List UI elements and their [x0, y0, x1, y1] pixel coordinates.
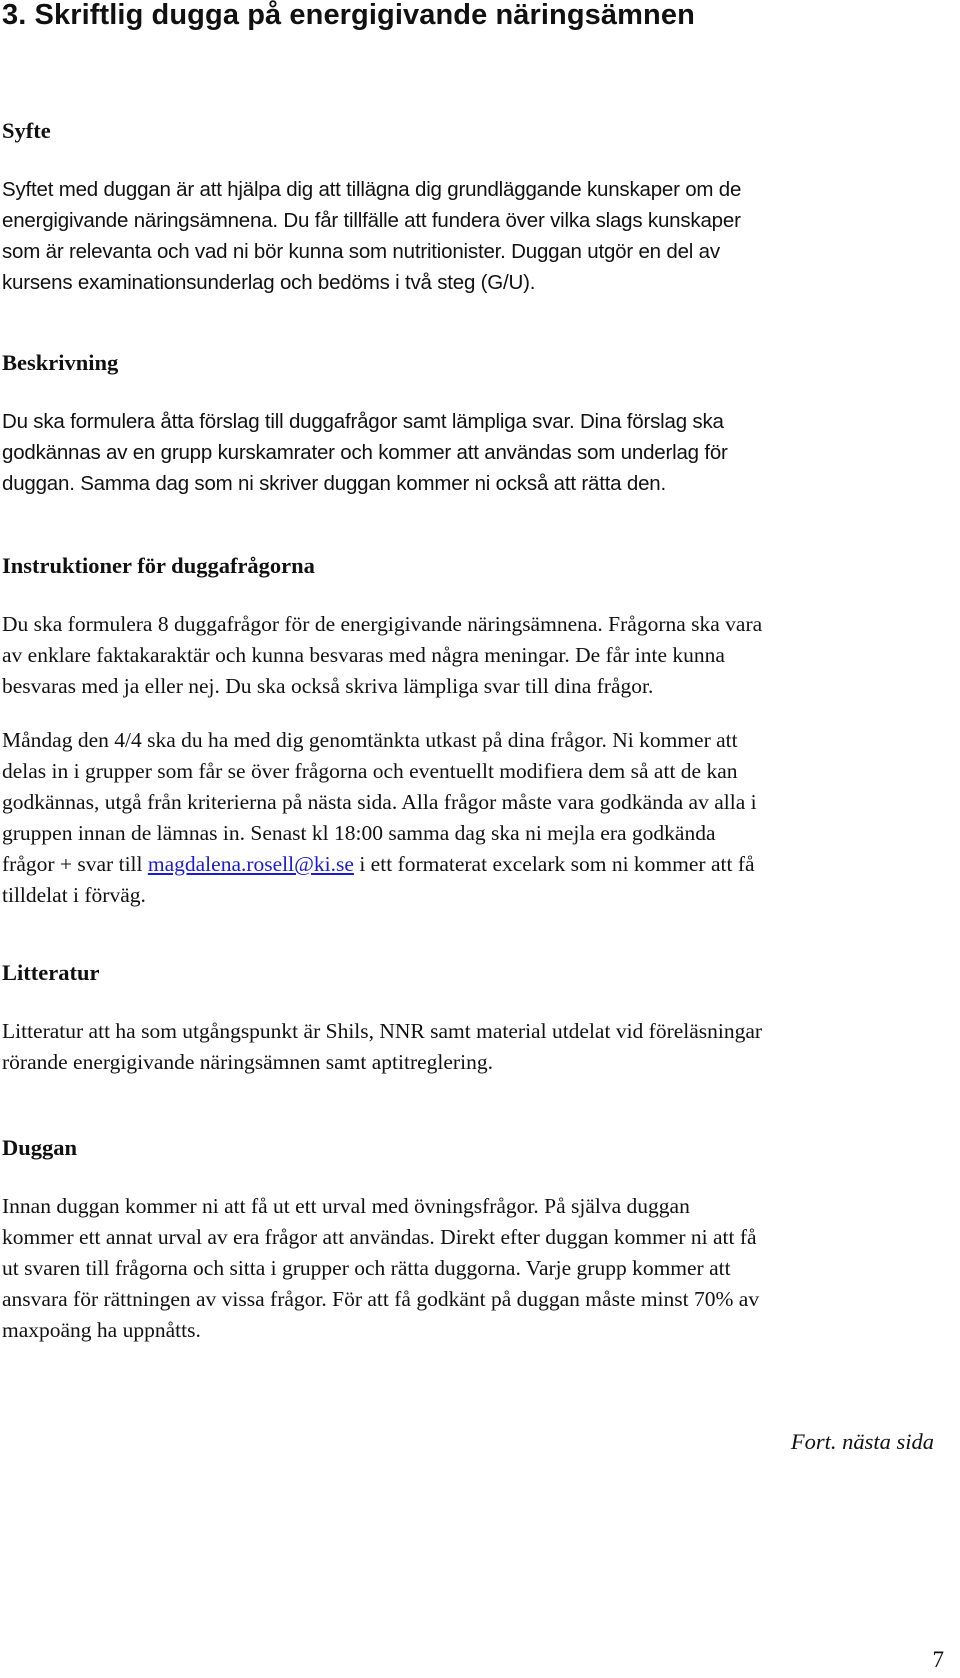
heading-litteratur: Litteratur: [2, 960, 100, 985]
text-line: kursens examinationsunderlag och bedöms i två steg (G/U).: [2, 271, 536, 294]
text-line: som är relevanta och vad ni bör kunna som nutritionister. Duggan utgör en del av: [2, 240, 720, 263]
paragraph-instruktioner-1: [2, 609, 762, 702]
paragraph-litteratur: [2, 1016, 762, 1078]
continued-next-page-note: Fort. nästa sida: [790, 1429, 934, 1454]
email-link[interactable]: magdalena.rosell@ki.se: [147, 852, 354, 876]
heading-duggan: Duggan: [2, 1135, 78, 1160]
heading-instruktioner: Instruktioner för duggafrågorna: [2, 553, 315, 578]
paragraph-syfte: [2, 174, 741, 298]
email-line-before: frågor + svar till: [2, 852, 148, 876]
text-line: Syftet med duggan är att hjälpa dig att tillägna dig grundläggande kunskaper om de: [2, 178, 742, 201]
text-line: ut svaren till frågorna och sitta i grupper och rätta duggorna. Varje grupp kommer att: [2, 1256, 731, 1280]
text-line: delas in i grupper som får se över frågorna och eventuellt modifiera dem så att de kan: [2, 759, 738, 783]
email-line-after: i ett formaterat excelark som ni kommer att få: [353, 852, 755, 876]
text-line: duggan. Samma dag som ni skriver duggan kommer ni också att rätta den.: [2, 472, 666, 495]
text-line: maxpoäng ha uppnåtts.: [2, 1318, 201, 1342]
text-line: besvaras med ja eller nej. Du ska också skriva lämpliga svar till dina frågor.: [2, 674, 654, 698]
text-line: energigivande näringsämnena. Du får tillfälle att fundera över vilka slags kunskaper: [2, 209, 741, 232]
paragraph-beskrivning: [2, 406, 728, 499]
heading-syfte: Syfte: [2, 118, 51, 143]
text-line: godkännas av en grupp kurskamrater och kommer att användas som underlag för: [2, 441, 728, 464]
email-text-line: [2, 849, 757, 880]
document-page: [2, 0, 952, 1678]
text-line: av enklare faktakaraktär och kunna besvaras med några meningar. De får inte kunna: [2, 643, 725, 667]
text-line: godkännas, utgå från kriterierna på nästa sida. Alla frågor måste vara godkända av alla i: [2, 790, 757, 814]
document-title: 3. Skriftlig dugga på energigivande näringsämnen: [2, 0, 695, 31]
page-number: 7: [932, 1647, 944, 1672]
text-line: Måndag den 4/4 ska du ha med dig genomtänkta utkast på dina frågor. Ni kommer att: [2, 728, 738, 752]
text-line: Du ska formulera 8 duggafrågor för de energigivande näringsämnena. Frågorna ska vara: [2, 612, 763, 636]
text-line: rörande energigivande näringsämnen samt aptitreglering.: [2, 1050, 493, 1074]
text-line: kommer ett annat urval av era frågor att användas. Direkt efter duggan kommer ni att få: [2, 1225, 757, 1249]
paragraph-instruktioner-2: [2, 725, 757, 911]
paragraph-duggan: [2, 1191, 759, 1346]
text-line: Litteratur att ha som utgångspunkt är Shils, NNR samt material utdelat vid föreläsningar: [2, 1019, 763, 1043]
text-line: gruppen innan de lämnas in. Senast kl 18:00 samma dag ska ni mejla era godkända: [2, 821, 716, 845]
text-line: tilldelat i förväg.: [2, 883, 146, 907]
heading-beskrivning: Beskrivning: [2, 350, 119, 375]
text-line: Innan duggan kommer ni att få ut ett urval med övningsfrågor. På själva duggan: [2, 1194, 690, 1218]
text-line: Du ska formulera åtta förslag till duggafrågor samt lämpliga svar. Dina förslag ska: [2, 410, 724, 433]
text-line: ansvara för rättningen av vissa frågor. För att få godkänt på duggan måste minst 70% av: [2, 1287, 760, 1311]
